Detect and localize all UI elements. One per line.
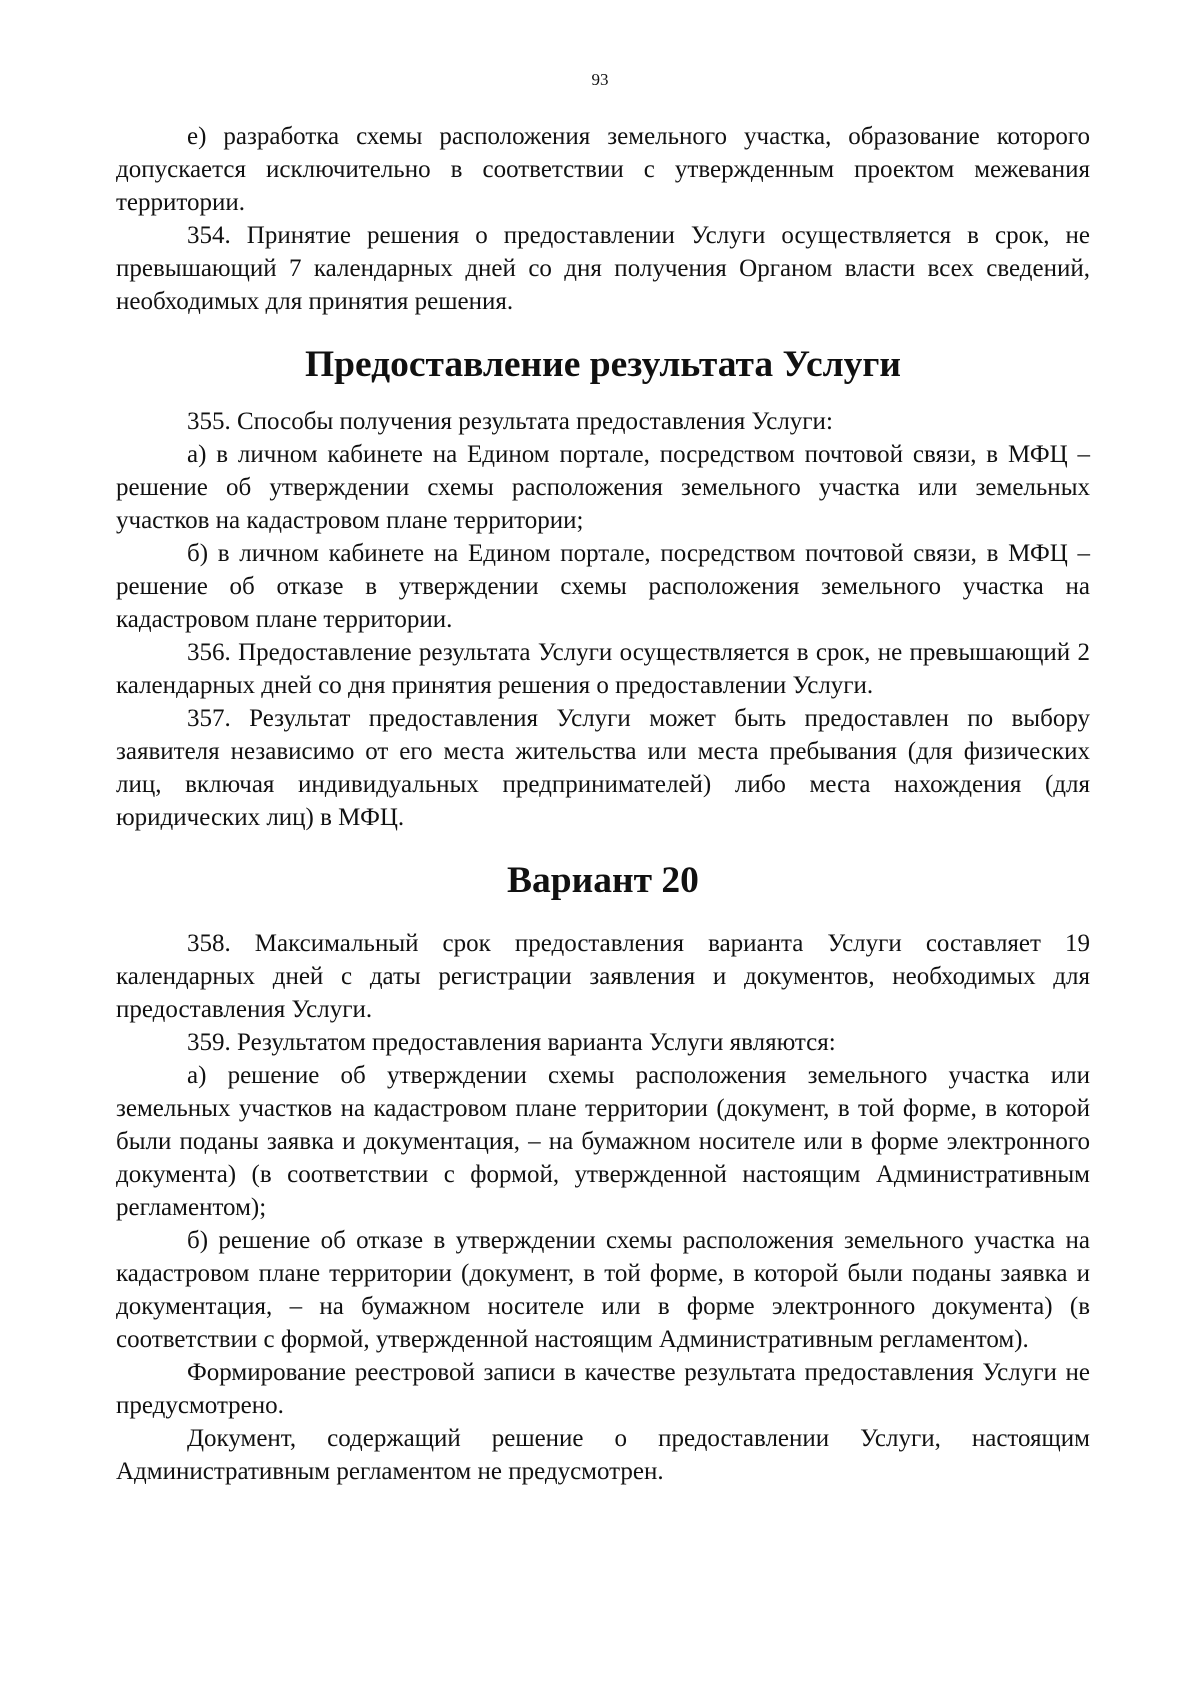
paragraph-358: 358. Максимальный срок предоставления варианта Услуги составляет 19 календарных дней с даты регистрации заявления и документов, необходимых для предоставления Услуги. — [116, 930, 1090, 1023]
section-heading-result: Предоставление результата Услуги — [304, 344, 902, 385]
paragraph-355-b: б) в личном кабинете на Едином портале, посредством почтовой связи, в МФЦ – решение об отказе в утверждении схемы расположения земельного участка на кадастровом плане территории. — [116, 540, 1090, 633]
paragraph-354: 354. Принятие решения о предоставлении Услуги осуществляется в срок, не превышающий 7 календарных дней со дня получения Органом власти всех сведений, необходимых для принятия решения. — [116, 222, 1090, 315]
paragraph-355: 355. Способы получения результата предоставления Услуги: — [187, 408, 833, 435]
section-heading-variant-20: Вариант 20 — [507, 860, 699, 901]
paragraph-356: 356. Предоставление результата Услуги осуществляется в срок, не превышающий 2 календарных дней со дня принятия решения о предоставлении Услуги. — [116, 639, 1090, 699]
paragraph-359-b: б) решение об отказе в утверждении схемы расположения земельного участка на кадастровом плане территории (документ, в той форме, в которой были поданы заявка и документация, – на бумажном носителе или в форме электронного документа) (в соответствии с формой, утвержденной настоящим Административным регламентом). — [116, 1227, 1090, 1353]
document-body — [116, 120, 1090, 1488]
paragraph-355-a: а) в личном кабинете на Едином портале, посредством почтовой связи, в МФЦ – решение об утверждении схемы расположения земельного участка или земельных участков на кадастровом плане территории; — [116, 441, 1090, 534]
paragraph-e-scheme-development: е) разработка схемы расположения земельного участка, образование которого допускается исключительно в соответствии с утвержденным проектом межевания территории. — [116, 123, 1090, 216]
paragraph-registry-record: Формирование реестровой записи в качестве результата предоставления Услуги не предусмотрено. — [116, 1359, 1090, 1419]
page-number: 93 — [591, 70, 609, 89]
paragraph-decision-document: Документ, содержащий решение о предоставлении Услуги, настоящим Административным регламентом не предусмотрен. — [116, 1425, 1090, 1485]
paragraph-359: 359. Результатом предоставления варианта Услуги являются: — [187, 1029, 836, 1056]
paragraph-359-a: а) решение об утверждении схемы расположения земельного участка или земельных участков на кадастровом плане территории (документ, в той форме, в которой были поданы заявка и документация, – на бумажном носителе или в форме электронного документа) (в соответствии с формой, утвержденной настоящим Административным регламентом); — [116, 1062, 1090, 1221]
paragraph-357: 357. Результат предоставления Услуги может быть предоставлен по выбору заявителя независимо от его места жительства или места пребывания (для физических лиц, включая индивидуальных предпринимателей) либо места нахождения (для юридических лиц) в МФЦ. — [116, 705, 1090, 831]
